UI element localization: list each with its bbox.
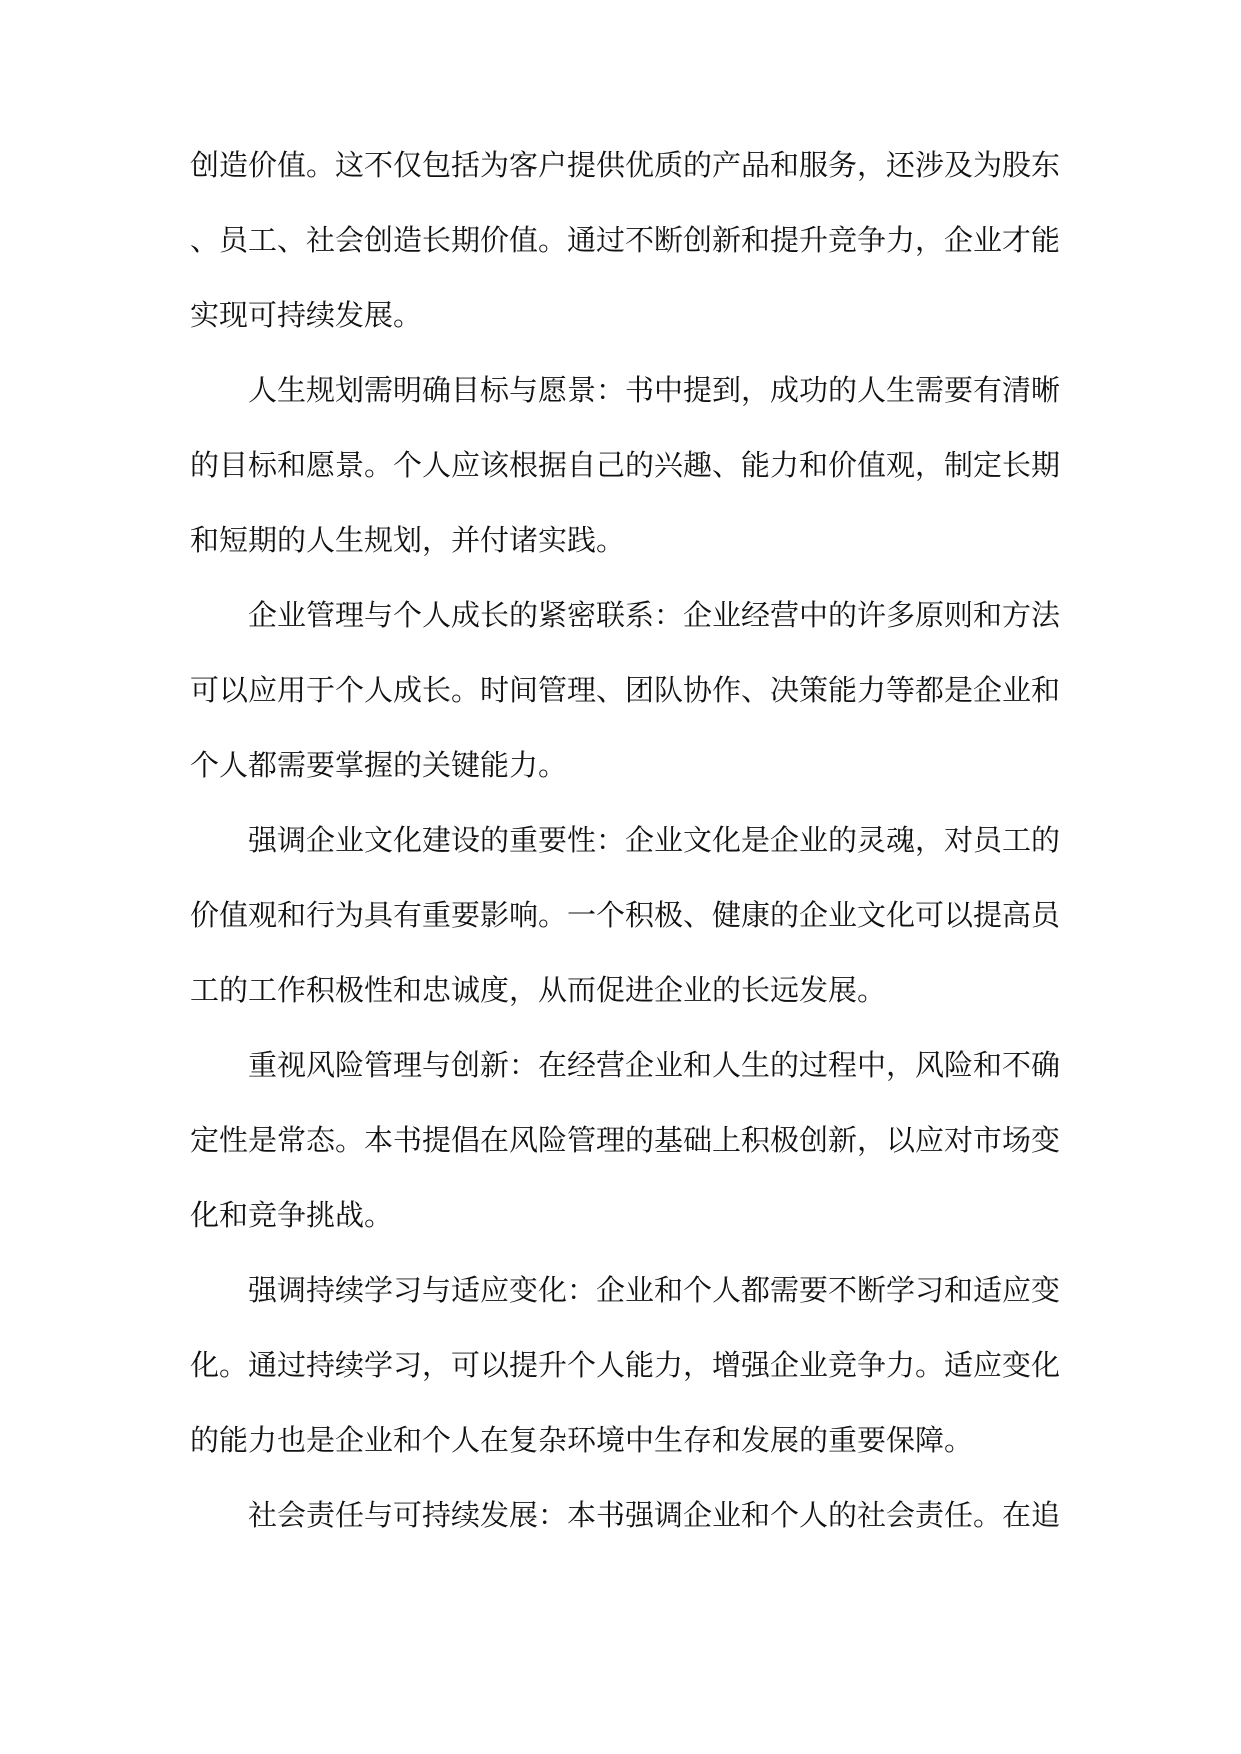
document-body [190, 128, 1060, 1553]
paragraph-corporate-culture: 强调企业文化建设的重要性：企业文化是企业的灵魂，对员工的价值观和行为具有重要影响。一个积极、健康的企业文化可以提高员工的工作积极性和忠诚度，从而促进企业的长远发展。 [190, 823, 1061, 1007]
paragraph-continuous-learning: 强调持续学习与适应变化：企业和个人都需要不断学习和适应变化。通过持续学习，可以提升个人能力，增强企业竞争力。适应变化的能力也是企业和个人在复杂环境中生存和发展的重要保障。 [190, 1273, 1061, 1457]
paragraph-management-growth: 企业管理与个人成长的紧密联系：企业经营中的许多原则和方法可以应用于个人成长。时间管理、团队协作、决策能力等都是企业和个人都需要掌握的关键能力。 [190, 598, 1061, 782]
paragraph-social-responsibility: 社会责任与可持续发展：本书强调企业和个人的社会责任。在追 [248, 1498, 1061, 1532]
paragraph-life-planning: 人生规划需明确目标与愿景：书中提到，成功的人生需要有清晰的目标和愿景。个人应该根据自己的兴趣、能力和价值观，制定长期和短期的人生规划，并付诸实践。 [190, 373, 1061, 557]
paragraph-continuation: 创造价值。这不仅包括为客户提供优质的产品和服务，还涉及为股东、员工、社会创造长期价值。通过不断创新和提升竞争力，企业才能实现可持续发展。 [190, 148, 1061, 332]
paragraph-risk-innovation: 重视风险管理与创新：在经营企业和人生的过程中，风险和不确定性是常态。本书提倡在风险管理的基础上积极创新，以应对市场变化和竞争挑战。 [190, 1048, 1061, 1232]
